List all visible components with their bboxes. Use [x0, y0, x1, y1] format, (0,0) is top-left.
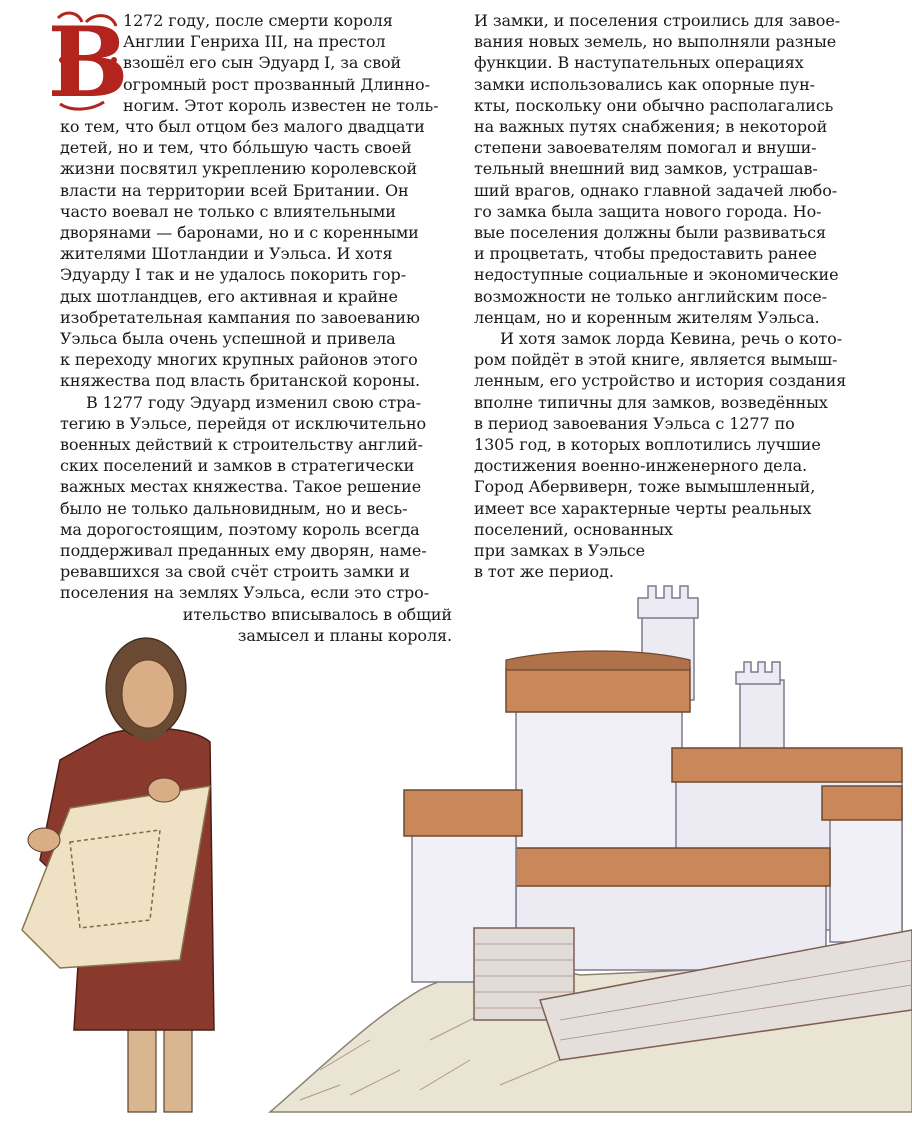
text-line: детей, но и тем, что бо́льшую часть своей — [60, 138, 412, 158]
text-line: при замках в Уэльсе — [474, 541, 646, 561]
text-line: ма дорогостоящим, поэтому король всегда — [60, 519, 420, 539]
text-line: Уэльса была очень успешной и привела — [60, 329, 396, 349]
text-line: тегию в Уэльсе, перейдя от исключительно — [60, 413, 427, 433]
text-line: было не только дальновидным, но и весь- — [60, 498, 408, 518]
text-line: ший врагов, однако главной задачей любо- — [474, 180, 838, 200]
text-column-left — [60, 10, 452, 646]
text-line: ленцам, но и коренным жителям Уэльса. — [474, 307, 820, 327]
text-line: замысел и планы короля. — [237, 625, 452, 645]
text-line: огромный рост прозванный Длинно- — [123, 74, 430, 94]
text-line: возможности не только английским посе- — [474, 286, 827, 306]
text-line: степени завоевателям помогал и внуши- — [474, 138, 817, 158]
text-line: жителями Шотландии и Уэльса. И хотя — [60, 244, 393, 264]
text-column-right — [474, 10, 862, 582]
text-line: военных действий к строительству англий- — [60, 435, 423, 455]
text-line: кты, поскольку они обычно располагались — [474, 95, 834, 115]
castle-illustration — [404, 586, 912, 1060]
text-line: ром пойдёт в этой книге, является вымыш- — [474, 350, 838, 370]
text-line: тельный внешний вид замков, устрашав- — [474, 159, 818, 179]
text-line: вания новых земель, но выполняли разные — [474, 32, 837, 52]
text-line: И хотя замок лорда Кевина, речь о кото- — [500, 329, 842, 349]
text-line: вполне типичны для замков, возведённых — [474, 392, 828, 412]
text-line: поселений, основанных — [474, 519, 673, 539]
text-line: функции. В наступательных операциях — [474, 53, 804, 73]
text-line: ревавшихся за свой счёт строить замки и — [60, 562, 410, 582]
text-line: изобретательная кампания по завоеванию — [60, 307, 420, 327]
text-line: И замки, и поселения строились для завое- — [474, 11, 841, 30]
text-line: имеет все характерные черты реальных — [474, 498, 812, 518]
text-line: Город Абервиверн, тоже вымышленный, — [474, 477, 816, 497]
text-line: в тот же период. — [474, 562, 614, 582]
text-line: поселения на землях Уэльса, если это стро- — [60, 583, 430, 603]
text-line: ских поселений и замков в стратегически — [60, 456, 415, 476]
text-line: достижения военно-инженерного дела. — [474, 456, 808, 476]
text-line: недоступные социальные и экономические — [474, 265, 839, 285]
text-line: Эдуарду I так и не удалось покорить гор- — [60, 265, 407, 285]
text-line: на важных путях снабжения; в некоторой — [474, 117, 828, 137]
text-line: ленным, его устройство и история создания — [474, 371, 847, 391]
text-line: 1305 год, в которых воплотились лучшие — [474, 435, 821, 455]
text-line: ногим. Этот король известен не толь- — [123, 95, 439, 115]
text-line: часто воевал не только с влиятельными — [60, 201, 396, 221]
text-line: в период завоевания Уэльса с 1277 по — [474, 413, 795, 433]
text-line: Англии Генриха III, на престол — [123, 32, 386, 52]
text-line: важных местах княжества. Такое решение — [60, 477, 422, 497]
text-line: и процветать, чтобы предоставить ранее — [474, 244, 817, 264]
text-line: В 1277 году Эдуард изменил свою стра- — [86, 392, 422, 412]
text-line: вые поселения должны были развиваться — [474, 223, 826, 243]
text-line: го замка была защита нового города. Но- — [474, 201, 822, 221]
dropcap-glyph: В — [47, 6, 129, 119]
text-line: дых шотландцев, его активная и крайне — [60, 286, 398, 306]
text-line: жизни посвятил укреплению королевской — [60, 159, 418, 179]
text-line: 1272 году, после смерти короля — [123, 11, 393, 30]
text-line: взошёл его сын Эдуард I, за свой — [123, 53, 402, 73]
text-line: дворянами — баронами, но и с коренными — [60, 223, 419, 243]
text-line: к переходу многих крупных районов этого — [60, 350, 418, 370]
text-line: княжества под власть британской короны. — [60, 371, 420, 391]
king-figure-illustration — [22, 638, 214, 1112]
illustration-king-and-castle — [0, 560, 912, 1124]
text-line: ительство вписывалось в общий — [182, 604, 452, 624]
text-line: ко тем, что был отцом без малого двадцати — [60, 117, 425, 137]
text-line: власти на территории всей Британии. Он — [60, 180, 409, 200]
text-line: поддерживал преданных ему дворян, наме- — [60, 541, 427, 561]
text-line: замки использовались как опорные пун- — [474, 74, 815, 94]
